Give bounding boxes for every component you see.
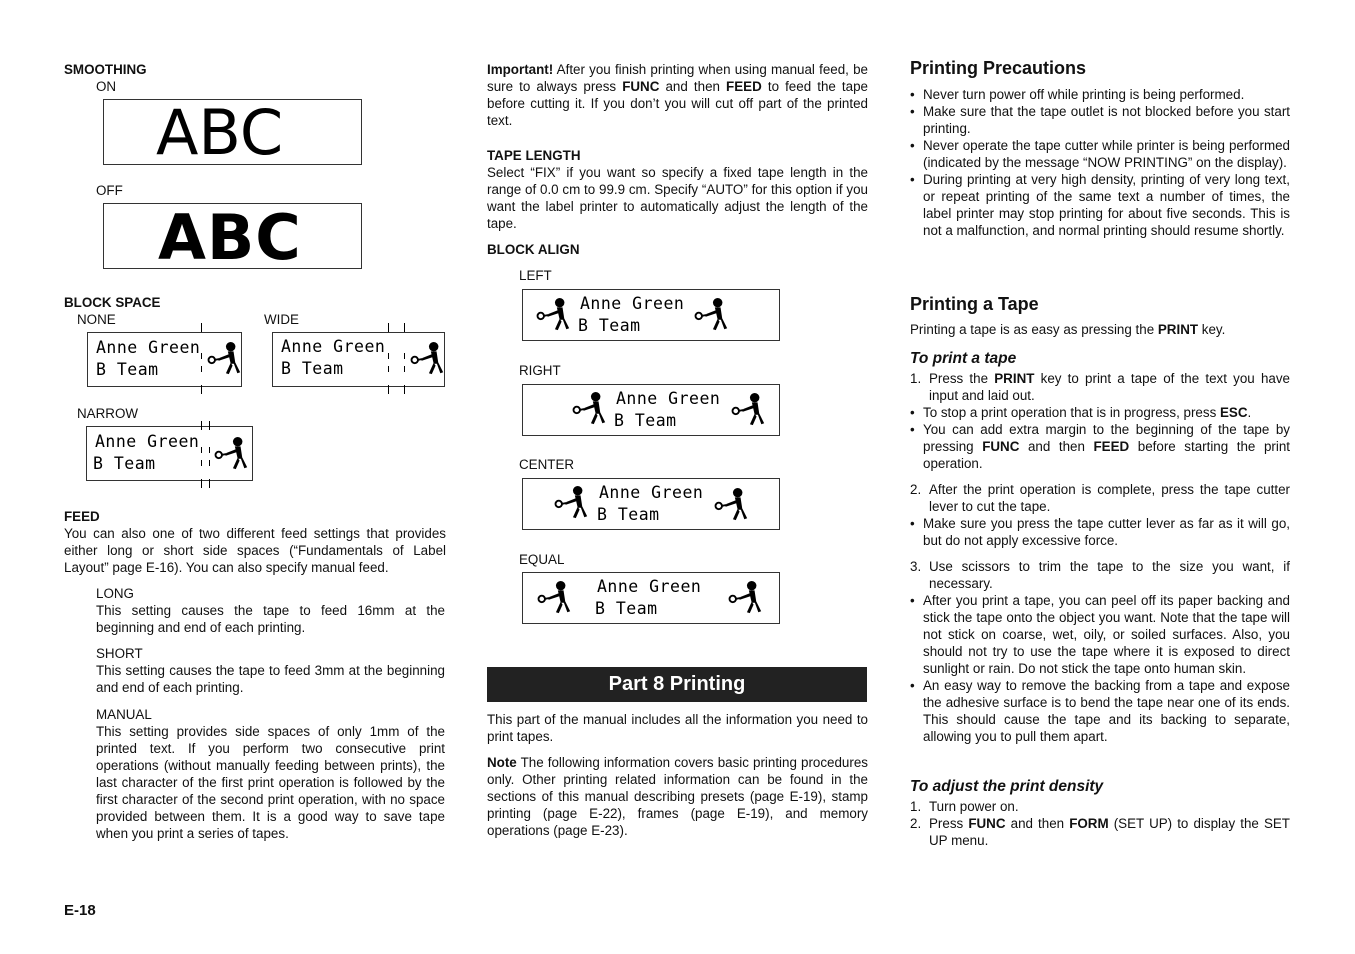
block-divider xyxy=(209,479,210,488)
precautions-list xyxy=(910,86,1290,239)
list-item: • Never turn power off while printing is being performed. xyxy=(910,86,1290,103)
golfer-icon xyxy=(713,487,751,523)
golfer-icon xyxy=(213,436,251,472)
step-number: 1. xyxy=(910,799,922,814)
key-print: PRINT xyxy=(994,371,1035,386)
key-func: FUNC xyxy=(622,79,660,94)
list-item xyxy=(910,558,1290,592)
label-line-2: B Team xyxy=(96,360,159,379)
block-divider xyxy=(201,421,202,430)
list-item: • After you print a tape, you can peel off its paper backing and stick the tape onto the object you want. Note that the tape will not stick on coarse, wet, oily, or soiled surfaces. Also, you should not try to use the tape where it is exposed to direct sunlight or rain. Do not stick the tape onto human skin. xyxy=(910,592,1290,677)
key-print: PRINT xyxy=(1157,322,1199,337)
label-line-1: Anne Green xyxy=(281,337,386,356)
important-text: After you finish printing when using manual feed, be sure to always press xyxy=(487,62,868,94)
block-divider xyxy=(388,353,389,359)
part-title: Part 8 Printing xyxy=(487,667,867,702)
label-line-2: B Team xyxy=(281,359,344,378)
label-line-1: Anne Green xyxy=(580,294,685,313)
list-item xyxy=(910,370,1290,404)
golfer-icon xyxy=(535,297,573,333)
list-item: • During printing at very high density, printing of very long text, or repeat printing of the same text a number of times, the label printer may stop printing for about five seconds. This is not a malfunction, and normal printing should resume shortly. xyxy=(910,171,1290,239)
list-item xyxy=(910,798,1290,815)
note-text: The following information covers basic printing procedures only. Other printing related information can be found in the sections of this manual describing presets (page E-19), stamp printing (page E-22), frames (page E-19), and memory operations (page E-23). xyxy=(487,755,868,838)
list-item xyxy=(910,815,1290,849)
golfer-icon xyxy=(571,391,609,427)
block-space-heading: BLOCK SPACE xyxy=(64,295,161,310)
key-feed: FEED xyxy=(1093,439,1130,454)
to-print-notes-1 xyxy=(910,404,1290,472)
block-divider xyxy=(209,460,210,466)
label-line-2: B Team xyxy=(595,599,658,618)
to-print-notes-3 xyxy=(910,592,1290,745)
block-space-none-label: NONE xyxy=(77,312,116,327)
list-item xyxy=(910,404,1290,421)
to-print-step-3 xyxy=(910,558,1290,592)
block-divider xyxy=(404,366,405,372)
printing-tape-text xyxy=(910,321,1290,338)
text: After the print operation is complete, press the tape cutter lever to cut the tape. xyxy=(929,482,1290,514)
important-label: Important! xyxy=(487,62,554,77)
block-divider xyxy=(201,366,202,372)
feed-long-label: LONG xyxy=(96,586,134,601)
key-feed: FEED xyxy=(726,79,762,94)
important-note xyxy=(487,61,868,129)
smoothing-on-label: ON xyxy=(96,79,117,94)
key-form: FORM xyxy=(1069,816,1109,831)
to-print-heading: To print a tape xyxy=(910,350,1017,367)
list-item: • Make sure you press the tape cutter lever as far as it will go, but do not apply excessive force. xyxy=(910,515,1290,549)
block-divider xyxy=(201,353,202,359)
label-line-1: Anne Green xyxy=(96,338,201,357)
block-space-wide-label: WIDE xyxy=(264,312,299,327)
block-divider xyxy=(404,353,405,359)
label-line-2: B Team xyxy=(93,454,156,473)
step-number: 3. xyxy=(910,559,922,574)
key-func: FUNC xyxy=(982,439,1020,454)
key-func: FUNC xyxy=(968,816,1006,831)
part-note xyxy=(487,754,868,839)
label-line-1: Anne Green xyxy=(616,389,721,408)
tape-length-heading: TAPE LENGTH xyxy=(487,148,581,163)
block-divider xyxy=(404,323,405,332)
list-item xyxy=(910,421,1290,472)
text: key. xyxy=(1198,322,1226,337)
smoothing-heading: SMOOTHING xyxy=(64,62,147,77)
important-text: to feed the tape before cutting it. If you don’t you will cut off part of the printed text. xyxy=(487,79,868,128)
label-line-2: B Team xyxy=(597,505,660,524)
golfer-icon xyxy=(553,485,591,521)
text: (SET UP) to display the SET UP menu. xyxy=(929,816,1290,848)
align-equal-label: EQUAL xyxy=(519,552,565,567)
block-divider xyxy=(388,385,389,394)
tape-length-text: Select “FIX” if you want so specify a fixed tape length in the range of 0.0 cm to 99.9 cm. Specify “AUTO” for this option if you want the label printer to automatically adjust the length of the tape. xyxy=(487,165,868,231)
text: before starting the print operation. xyxy=(923,439,1290,471)
feed-heading: FEED xyxy=(64,509,100,524)
text: Press the xyxy=(929,371,995,386)
block-divider xyxy=(209,447,210,453)
smoothing-on-sample xyxy=(103,96,362,169)
block-space-wide-sample xyxy=(272,332,445,387)
block-divider xyxy=(201,479,202,488)
to-print-step-2 xyxy=(910,481,1290,515)
golfer-icon xyxy=(206,341,244,377)
text: You can add extra margin to the beginning of the tape by pressing xyxy=(923,422,1290,454)
golfer-icon xyxy=(730,392,768,428)
text: Use scissors to trim the tape to the size you want, if necessary. xyxy=(929,559,1290,591)
text: Turn power on. xyxy=(929,799,1019,814)
align-center-label: CENTER xyxy=(519,457,575,472)
density-steps xyxy=(910,798,1290,849)
smoothing-off-label: OFF xyxy=(96,183,123,198)
text: . xyxy=(1247,405,1252,420)
text: Printing a tape is as easy as pressing the xyxy=(910,322,1158,337)
feed-long-text: This setting causes the tape to feed 16mm at the beginning and end of each printing. xyxy=(96,603,445,635)
text: and then xyxy=(1005,816,1070,831)
block-divider xyxy=(201,460,202,466)
step-number: 1. xyxy=(910,371,922,386)
sample-text: ABC xyxy=(158,201,302,274)
feed-manual-text: This setting provides side spaces of only 1mm of the printed text. If you perform two consecutive print operations (without manually feeding between prints), the last character of the first print operation is followed by the first character of the second print operation, with no space provided between them. It is a good way to save tape when you print a series of tapes. xyxy=(96,724,445,841)
feed-short-text: This setting causes the tape to feed 3mm at the beginning and end of each printing. xyxy=(96,663,445,695)
block-divider xyxy=(404,385,405,394)
block-divider xyxy=(201,385,202,394)
block-divider xyxy=(388,323,389,332)
block-divider xyxy=(201,323,202,332)
text: key to print a tape of the text you have input and laid out. xyxy=(929,371,1290,403)
sample-text: ABC xyxy=(156,96,284,169)
key-esc: ESC xyxy=(1219,405,1248,420)
text: To stop a print operation that is in progress, press xyxy=(923,405,1220,420)
feed-intro: You can also one of two different feed settings that provides either long or short side spaces (“Fundamentals of Label Layout” page E-16). You can also specify manual feed. xyxy=(64,526,446,575)
label-line-1: Anne Green xyxy=(95,432,200,451)
density-heading: To adjust the print density xyxy=(910,778,1104,795)
page-number: E-18 xyxy=(64,902,96,919)
label-line-2: B Team xyxy=(578,316,641,335)
align-right-label: RIGHT xyxy=(519,363,561,378)
to-print-notes-2 xyxy=(910,515,1290,549)
block-divider xyxy=(201,447,202,453)
printing-tape-heading: Printing a Tape xyxy=(910,294,1039,314)
important-text: and then xyxy=(659,79,727,94)
block-align-heading: BLOCK ALIGN xyxy=(487,242,580,257)
label-line-1: Anne Green xyxy=(597,577,702,596)
list-item: • Make sure that the tape outlet is not blocked before you start printing. xyxy=(910,103,1290,137)
text: and then xyxy=(1019,439,1094,454)
golfer-icon xyxy=(727,580,765,616)
feed-short-label: SHORT xyxy=(96,646,143,661)
align-left-sample xyxy=(522,289,780,341)
block-divider xyxy=(388,366,389,372)
align-equal-sample xyxy=(522,572,780,624)
label-line-1: Anne Green xyxy=(599,483,704,502)
golfer-icon xyxy=(536,580,574,616)
block-space-narrow-label: NARROW xyxy=(77,406,138,421)
to-print-step-1 xyxy=(910,370,1290,404)
step-number: 2. xyxy=(910,482,922,497)
align-center-sample xyxy=(522,478,780,530)
list-item: • Never operate the tape cutter while printer is being performed (indicated by the message “NOW PRINTING” on the display). xyxy=(910,137,1290,171)
note-label: Note xyxy=(487,755,517,770)
step-number: 2. xyxy=(910,816,922,831)
align-left-label: LEFT xyxy=(519,268,552,283)
label-line-2: B Team xyxy=(614,411,677,430)
smoothing-off-sample xyxy=(103,201,362,274)
block-space-narrow-sample xyxy=(86,426,253,481)
precautions-heading: Printing Precautions xyxy=(910,58,1087,78)
text: Press xyxy=(929,816,969,831)
part-intro: This part of the manual includes all the information you need to print tapes. xyxy=(487,712,868,744)
align-right-sample xyxy=(522,384,780,436)
golfer-icon xyxy=(693,297,731,333)
list-item: • An easy way to remove the backing from a tape and expose the adhesive surface is to bend the tape near one of its ends. This should cause the tape and its backing to separate, allowing you to pull them apart. xyxy=(910,677,1290,745)
list-item xyxy=(910,481,1290,515)
block-space-none-sample xyxy=(87,332,242,387)
block-divider xyxy=(209,421,210,430)
feed-manual-label: MANUAL xyxy=(96,707,152,722)
golfer-icon xyxy=(409,341,447,377)
